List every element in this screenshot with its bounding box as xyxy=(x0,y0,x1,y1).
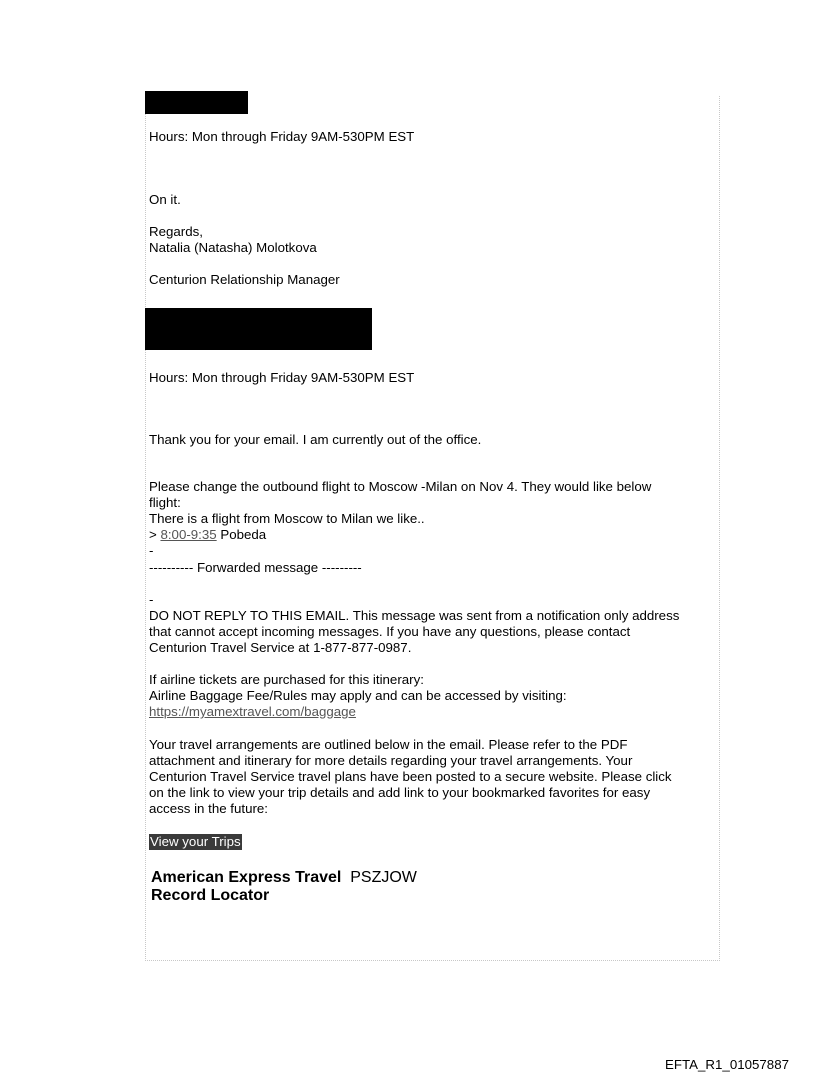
flight-line xyxy=(149,527,266,543)
arrangements-text: Centurion Travel Service travel plans have been posted to a secure website. Please click xyxy=(149,769,672,784)
arrangements-text: attachment and itinerary for more details regarding your travel arrangements. Your xyxy=(149,753,633,768)
request-text: Please change the outbound flight to Moscow -Milan on Nov 4. They would like below xyxy=(149,479,652,494)
forwarded-header: ---------- Forwarded message --------- xyxy=(149,560,362,575)
noreply-text: Centurion Travel Service at 1-877-877-0987. xyxy=(149,640,412,655)
flight-time-link[interactable]: 8:00-9:35 xyxy=(160,527,217,542)
arrangements-text: access in the future: xyxy=(149,801,268,816)
office-hours-text: Hours: Mon through Friday 9AM-530PM EST xyxy=(149,129,415,144)
record-locator xyxy=(151,869,417,905)
signer-name: Natalia (Natasha) Molotkova xyxy=(149,240,317,255)
document-id: EFTA_R1_01057887 xyxy=(665,1057,789,1072)
locator-label: Record Locator xyxy=(151,887,270,904)
request-text: There is a flight from Moscow to Milan we like.. xyxy=(149,511,425,526)
signer-title: Centurion Relationship Manager xyxy=(149,272,340,287)
record-locator-row xyxy=(151,887,417,905)
separator-dash: - xyxy=(149,592,154,607)
noreply-text: DO NOT REPLY TO THIS EMAIL. This message was sent from a notification only address xyxy=(149,608,680,623)
view-trips-line xyxy=(149,834,242,850)
locator-label: American Express Travel xyxy=(151,869,342,886)
request-text: flight: xyxy=(149,495,181,510)
view-trips-button[interactable]: View your Trips xyxy=(150,834,241,849)
baggage-link[interactable]: https://myamextravel.com/baggage xyxy=(149,704,356,719)
flight-prefix: > xyxy=(149,527,161,542)
locator-code: PSZJOW xyxy=(350,869,417,886)
baggage-link-line xyxy=(149,704,356,720)
noreply-text: that cannot accept incoming messages. If you have any questions, please contact xyxy=(149,624,631,639)
redaction-block xyxy=(145,91,248,114)
reply-text: On it. xyxy=(149,192,181,207)
flight-airline: Pobeda xyxy=(216,527,267,542)
regards-text: Regards, xyxy=(149,224,203,239)
redaction-block xyxy=(145,308,372,350)
office-hours-text: Hours: Mon through Friday 9AM-530PM EST xyxy=(149,370,415,385)
arrangements-text: on the link to view your trip details and add link to your bookmarked favorites for easy xyxy=(149,785,651,800)
separator-dash: - xyxy=(149,543,154,558)
record-locator-row xyxy=(151,869,417,887)
airline-text: If airline tickets are purchased for this itinerary: xyxy=(149,672,424,687)
airline-text: Airline Baggage Fee/Rules may apply and can be accessed by visiting: xyxy=(149,688,567,703)
out-of-office-text: Thank you for your email. I am currently out of the office. xyxy=(149,432,482,447)
arrangements-text: Your travel arrangements are outlined below in the email. Please refer to the PDF xyxy=(149,737,628,752)
